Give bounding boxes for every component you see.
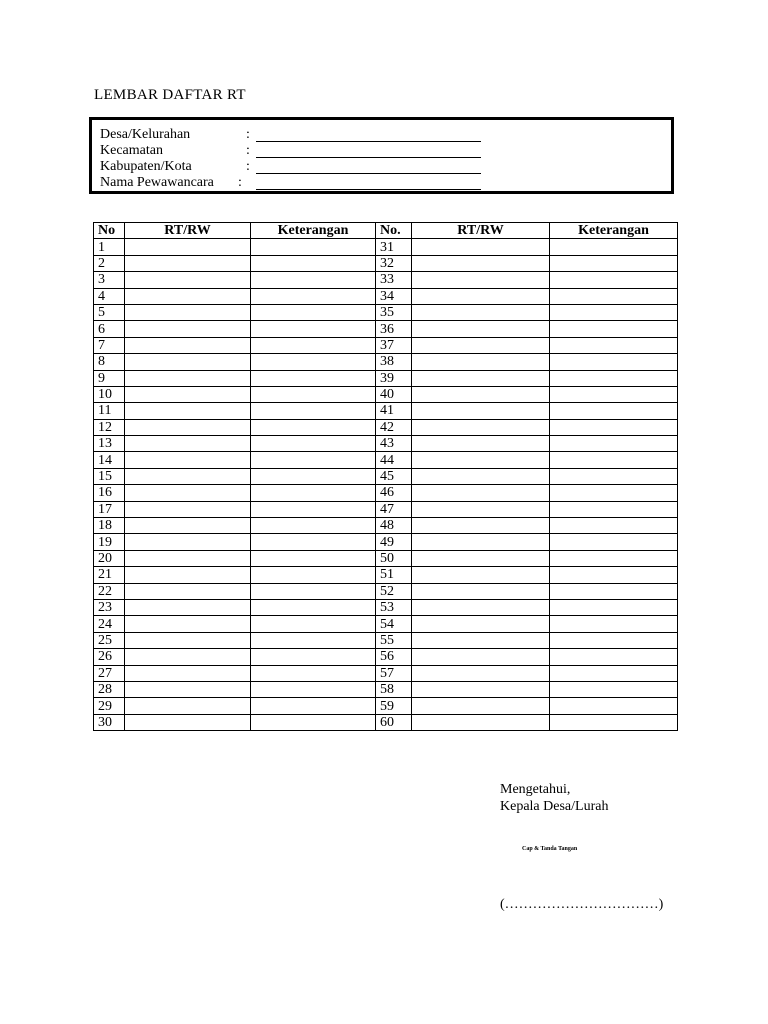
keterangan-cell[interactable] — [251, 321, 376, 337]
rt-rw-cell[interactable] — [412, 649, 550, 665]
keterangan-cell[interactable] — [550, 386, 678, 402]
rt-rw-cell[interactable] — [412, 288, 550, 304]
keterangan-cell[interactable] — [550, 698, 678, 714]
rt-rw-cell[interactable] — [125, 698, 251, 714]
row-number: 14 — [94, 452, 125, 468]
col-header-no: No — [94, 223, 125, 239]
row-number: 34 — [376, 288, 412, 304]
rt-rw-cell[interactable] — [125, 616, 251, 632]
row-number: 33 — [376, 272, 412, 288]
rt-rw-cell[interactable] — [412, 567, 550, 583]
keterangan-cell[interactable] — [251, 255, 376, 271]
keterangan-cell[interactable] — [550, 419, 678, 435]
rt-rw-cell[interactable] — [412, 518, 550, 534]
row-number: 43 — [376, 436, 412, 452]
rt-rw-cell[interactable] — [412, 485, 550, 501]
row-number: 32 — [376, 255, 412, 271]
keterangan-cell[interactable] — [550, 239, 678, 255]
rt-rw-cell[interactable] — [125, 403, 251, 419]
row-number: 45 — [376, 468, 412, 484]
rt-rw-cell[interactable] — [125, 337, 251, 353]
keterangan-cell[interactable] — [251, 239, 376, 255]
keterangan-cell[interactable] — [251, 485, 376, 501]
rt-rw-cell[interactable] — [412, 354, 550, 370]
rt-rw-cell[interactable] — [125, 714, 251, 730]
rt-rw-cell[interactable] — [125, 534, 251, 550]
keterangan-cell[interactable] — [251, 665, 376, 681]
row-number: 56 — [376, 649, 412, 665]
rt-rw-cell[interactable] — [125, 321, 251, 337]
rt-rw-cell[interactable] — [412, 255, 550, 271]
keterangan-cell[interactable] — [251, 272, 376, 288]
field-label: Kabupaten/Kota — [100, 159, 192, 174]
row-number: 10 — [94, 386, 125, 402]
keterangan-cell[interactable] — [251, 681, 376, 697]
field-colon: : — [238, 175, 242, 190]
keterangan-cell[interactable] — [550, 403, 678, 419]
col-header-rt-rw-2: RT/RW — [412, 223, 550, 239]
keterangan-cell[interactable] — [550, 714, 678, 730]
rt-rw-cell[interactable] — [412, 403, 550, 419]
table-row — [94, 681, 678, 697]
row-number: 3 — [94, 272, 125, 288]
row-number: 28 — [94, 681, 125, 697]
table-row — [94, 649, 678, 665]
rt-rw-cell[interactable] — [412, 337, 550, 353]
rt-rw-cell[interactable] — [412, 714, 550, 730]
table-row — [94, 698, 678, 714]
row-number: 52 — [376, 583, 412, 599]
rt-rw-cell[interactable] — [412, 681, 550, 697]
rt-rw-cell[interactable] — [412, 321, 550, 337]
row-number: 13 — [94, 436, 125, 452]
row-number: 7 — [94, 337, 125, 353]
row-number: 6 — [94, 321, 125, 337]
row-number: 50 — [376, 550, 412, 566]
field-label: Desa/Kelurahan — [100, 127, 191, 142]
page-title: LEMBAR DAFTAR RT — [94, 87, 246, 103]
row-number: 27 — [94, 665, 125, 681]
row-number: 21 — [94, 567, 125, 583]
rt-rw-cell[interactable] — [125, 649, 251, 665]
row-number: 17 — [94, 501, 125, 517]
col-header-keterangan: Keterangan — [251, 223, 376, 239]
row-number: 41 — [376, 403, 412, 419]
rt-list-table — [93, 222, 678, 731]
rt-rw-cell[interactable] — [125, 370, 251, 386]
rt-rw-cell[interactable] — [412, 534, 550, 550]
row-number: 18 — [94, 518, 125, 534]
row-number: 48 — [376, 518, 412, 534]
table-row — [94, 468, 678, 484]
rt-rw-cell[interactable] — [125, 665, 251, 681]
row-number: 38 — [376, 354, 412, 370]
rt-rw-cell[interactable] — [125, 632, 251, 648]
keterangan-cell[interactable] — [251, 550, 376, 566]
table-row — [94, 534, 678, 550]
table-row — [94, 518, 678, 534]
row-number: 46 — [376, 485, 412, 501]
row-number: 44 — [376, 452, 412, 468]
row-number: 30 — [94, 714, 125, 730]
rt-rw-cell[interactable] — [125, 501, 251, 517]
table-row — [94, 583, 678, 599]
table-row — [94, 665, 678, 681]
keterangan-cell[interactable] — [550, 518, 678, 534]
table-row — [94, 255, 678, 271]
row-number: 29 — [94, 698, 125, 714]
row-number: 20 — [94, 550, 125, 566]
col-header-keterangan-2: Keterangan — [550, 223, 678, 239]
row-number: 1 — [94, 239, 125, 255]
acknowledged-label: Mengetahui, — [500, 782, 571, 797]
row-number: 19 — [94, 534, 125, 550]
stamp-signature-note: Cap & Tanda Tangan — [522, 846, 578, 852]
keterangan-cell[interactable] — [251, 501, 376, 517]
rt-rw-cell[interactable] — [412, 272, 550, 288]
rt-rw-cell[interactable] — [412, 599, 550, 615]
keterangan-cell[interactable] — [251, 567, 376, 583]
table-row — [94, 616, 678, 632]
keterangan-cell[interactable] — [251, 436, 376, 452]
rt-rw-cell[interactable] — [412, 665, 550, 681]
keterangan-cell[interactable] — [251, 452, 376, 468]
keterangan-cell[interactable] — [550, 616, 678, 632]
row-number: 53 — [376, 599, 412, 615]
keterangan-cell[interactable] — [550, 321, 678, 337]
col-header-rt-rw: RT/RW — [125, 223, 251, 239]
keterangan-cell[interactable] — [251, 698, 376, 714]
table-row — [94, 272, 678, 288]
fill-in-line — [256, 157, 481, 158]
table-row — [94, 288, 678, 304]
row-number: 60 — [376, 714, 412, 730]
rt-rw-cell[interactable] — [412, 386, 550, 402]
row-number: 25 — [94, 632, 125, 648]
table-row — [94, 354, 678, 370]
row-number: 16 — [94, 485, 125, 501]
keterangan-cell[interactable] — [251, 468, 376, 484]
keterangan-cell[interactable] — [550, 354, 678, 370]
keterangan-cell[interactable] — [251, 632, 376, 648]
row-number: 36 — [376, 321, 412, 337]
row-number: 55 — [376, 632, 412, 648]
table-row — [94, 419, 678, 435]
table-row — [94, 304, 678, 320]
keterangan-cell[interactable] — [550, 255, 678, 271]
field-colon: : — [246, 159, 250, 174]
keterangan-cell[interactable] — [550, 632, 678, 648]
field-colon: : — [246, 143, 250, 158]
row-number: 5 — [94, 304, 125, 320]
keterangan-cell[interactable] — [550, 681, 678, 697]
rt-rw-cell[interactable] — [412, 239, 550, 255]
keterangan-cell[interactable] — [251, 354, 376, 370]
field-label: Nama Pewawancara — [100, 175, 214, 190]
fill-in-line — [256, 173, 481, 174]
table-row — [94, 452, 678, 468]
keterangan-cell[interactable] — [550, 272, 678, 288]
row-number: 59 — [376, 698, 412, 714]
keterangan-cell[interactable] — [251, 419, 376, 435]
row-number: 40 — [376, 386, 412, 402]
info-box — [89, 117, 674, 194]
rt-rw-cell[interactable] — [125, 288, 251, 304]
rt-rw-cell[interactable] — [125, 354, 251, 370]
keterangan-cell[interactable] — [550, 485, 678, 501]
field-colon: : — [246, 127, 250, 142]
table-row — [94, 550, 678, 566]
table-row — [94, 337, 678, 353]
rt-rw-cell[interactable] — [125, 272, 251, 288]
table-row — [94, 632, 678, 648]
rt-rw-cell[interactable] — [412, 583, 550, 599]
row-number: 49 — [376, 534, 412, 550]
row-number: 12 — [94, 419, 125, 435]
signatory-name-placeholder: (……………………………) — [500, 897, 664, 912]
rt-rw-cell[interactable] — [125, 583, 251, 599]
col-header-no-2: No. — [376, 223, 412, 239]
row-number: 47 — [376, 501, 412, 517]
row-number: 15 — [94, 468, 125, 484]
table-row — [94, 599, 678, 615]
table-row — [94, 501, 678, 517]
table-row — [94, 436, 678, 452]
rt-rw-cell[interactable] — [125, 518, 251, 534]
rt-rw-cell[interactable] — [125, 485, 251, 501]
rt-rw-cell[interactable] — [412, 698, 550, 714]
row-number: 31 — [376, 239, 412, 255]
field-label: Kecamatan — [100, 143, 163, 158]
keterangan-cell[interactable] — [550, 501, 678, 517]
keterangan-cell[interactable] — [550, 288, 678, 304]
keterangan-cell[interactable] — [251, 649, 376, 665]
row-number: 39 — [376, 370, 412, 386]
keterangan-cell[interactable] — [550, 337, 678, 353]
row-number: 22 — [94, 583, 125, 599]
keterangan-cell[interactable] — [251, 599, 376, 615]
table-row — [94, 485, 678, 501]
rt-rw-cell[interactable] — [412, 304, 550, 320]
rt-rw-cell[interactable] — [125, 419, 251, 435]
keterangan-cell[interactable] — [550, 550, 678, 566]
table-row — [94, 370, 678, 386]
keterangan-cell[interactable] — [550, 304, 678, 320]
rt-rw-cell[interactable] — [125, 255, 251, 271]
rt-rw-cell[interactable] — [125, 681, 251, 697]
row-number: 37 — [376, 337, 412, 353]
rt-rw-cell[interactable] — [125, 436, 251, 452]
rt-rw-cell[interactable] — [125, 452, 251, 468]
rt-rw-cell[interactable] — [412, 632, 550, 648]
rt-rw-cell[interactable] — [125, 567, 251, 583]
rt-rw-cell[interactable] — [125, 386, 251, 402]
keterangan-cell[interactable] — [251, 403, 376, 419]
row-number: 58 — [376, 681, 412, 697]
rt-rw-cell[interactable] — [412, 468, 550, 484]
keterangan-cell[interactable] — [251, 518, 376, 534]
table-row — [94, 567, 678, 583]
row-number: 4 — [94, 288, 125, 304]
keterangan-cell[interactable] — [251, 304, 376, 320]
rt-rw-cell[interactable] — [412, 370, 550, 386]
keterangan-cell[interactable] — [251, 714, 376, 730]
row-number: 35 — [376, 304, 412, 320]
rt-rw-cell[interactable] — [125, 468, 251, 484]
keterangan-cell[interactable] — [550, 468, 678, 484]
keterangan-cell[interactable] — [550, 534, 678, 550]
table-header-row — [94, 223, 678, 239]
keterangan-cell[interactable] — [251, 337, 376, 353]
rt-rw-cell[interactable] — [125, 599, 251, 615]
keterangan-cell[interactable] — [251, 288, 376, 304]
keterangan-cell[interactable] — [251, 534, 376, 550]
keterangan-cell[interactable] — [550, 583, 678, 599]
rt-rw-cell[interactable] — [412, 501, 550, 517]
fill-in-line — [256, 189, 481, 190]
rt-rw-cell[interactable] — [412, 419, 550, 435]
village-head-label: Kepala Desa/Lurah — [500, 799, 609, 814]
keterangan-cell[interactable] — [550, 599, 678, 615]
row-number: 42 — [376, 419, 412, 435]
table-row — [94, 386, 678, 402]
keterangan-cell[interactable] — [251, 616, 376, 632]
table-row — [94, 403, 678, 419]
keterangan-cell[interactable] — [550, 370, 678, 386]
table-row — [94, 239, 678, 255]
row-number: 26 — [94, 649, 125, 665]
row-number: 57 — [376, 665, 412, 681]
rt-rw-cell[interactable] — [125, 239, 251, 255]
row-number: 11 — [94, 403, 125, 419]
rt-rw-cell[interactable] — [125, 550, 251, 566]
rt-rw-cell[interactable] — [412, 452, 550, 468]
keterangan-cell[interactable] — [550, 649, 678, 665]
keterangan-cell[interactable] — [550, 665, 678, 681]
rt-rw-cell[interactable] — [412, 616, 550, 632]
row-number: 8 — [94, 354, 125, 370]
rt-rw-cell[interactable] — [125, 304, 251, 320]
keterangan-cell[interactable] — [251, 386, 376, 402]
row-number: 51 — [376, 567, 412, 583]
row-number: 54 — [376, 616, 412, 632]
row-number: 23 — [94, 599, 125, 615]
fill-in-line — [256, 141, 481, 142]
rt-rw-cell[interactable] — [412, 550, 550, 566]
keterangan-cell[interactable] — [251, 583, 376, 599]
keterangan-cell[interactable] — [550, 452, 678, 468]
rt-rw-cell[interactable] — [412, 436, 550, 452]
keterangan-cell[interactable] — [550, 436, 678, 452]
row-number: 24 — [94, 616, 125, 632]
table-row — [94, 321, 678, 337]
row-number: 2 — [94, 255, 125, 271]
keterangan-cell[interactable] — [550, 567, 678, 583]
table-row — [94, 714, 678, 730]
row-number: 9 — [94, 370, 125, 386]
keterangan-cell[interactable] — [251, 370, 376, 386]
